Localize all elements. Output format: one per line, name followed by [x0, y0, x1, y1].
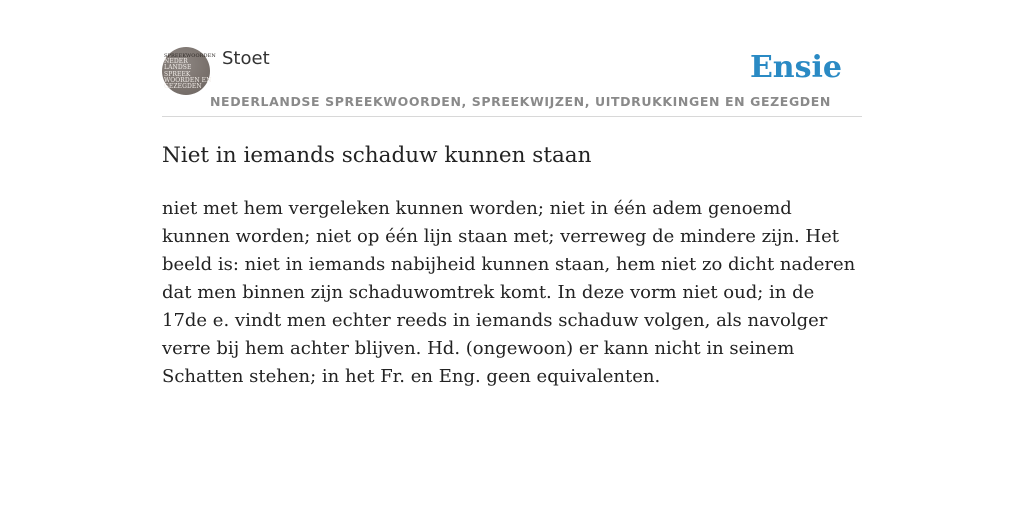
avatar-line: SPREEK — [164, 70, 191, 78]
avatar-line: NEDER — [164, 58, 188, 66]
avatar-line: WOORDEN EN — [164, 76, 212, 84]
avatar-cover-text — [164, 53, 216, 91]
avatar-line: GEZEGDEN — [164, 83, 202, 91]
entry-title: Niet in iemands schaduw kunnen staan — [162, 143, 592, 168]
source-book-avatar[interactable] — [162, 47, 216, 95]
avatar-line: LANDSE — [164, 64, 192, 72]
entry-definition: niet met hem vergeleken kunnen worden; niet in één adem genoemd kunnen worden; niet op één lijn staan met; verreweg de mindere zijn. Het beeld is: niet in iemands nabijheid kunnen staan, hem niet zo dicht naderen dat men binnen zijn schaduwomtrek komt. In deze vorm niet oud; in de 17de e. vindt men echter reeds in iemands schaduw volgen, als navolger verre bij hem achter blijven. Hd. (ongewoon) er kann nicht in seinem Schatten stehen; in het Fr. en Eng. geen equivalenten. — [162, 198, 856, 387]
avatar-line: SPREEKWOORDEN — [164, 53, 216, 59]
entry-header — [162, 46, 862, 117]
content-container — [162, 46, 862, 391]
ensie-logo[interactable]: Ensie — [749, 50, 842, 85]
author-name-link[interactable]: Stoet — [222, 48, 270, 69]
source-title-link[interactable]: NEDERLANDSE SPREEKWOORDEN, SPREEKWIJZEN, UITDRUKKINGEN EN GEZEGDEN — [210, 94, 831, 109]
